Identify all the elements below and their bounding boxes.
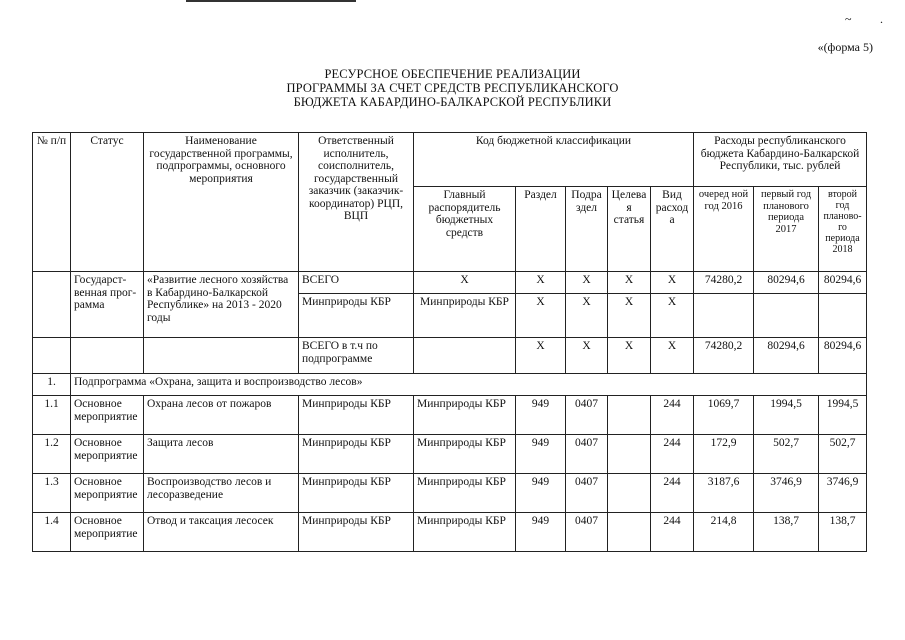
col-razdel-header: Раздел — [516, 187, 566, 272]
cell-podrazdel: X — [566, 338, 608, 374]
col-expenses-header: Расходы республиканского бюджета Кабардино-Балкарской Республики, тыс. рублей — [694, 133, 867, 187]
cell-vr: X — [651, 272, 694, 294]
table-row — [33, 338, 867, 374]
cell-vr: X — [651, 294, 694, 338]
cell-podrazdel: X — [566, 272, 608, 294]
cell-2017 — [754, 294, 819, 338]
row-executor: Минприроды КБР — [299, 474, 414, 513]
row-vr: 244 — [651, 513, 694, 552]
row-2016: 214,8 — [694, 513, 754, 552]
col-2018-header: второй год планово-го периода 2018 — [819, 187, 867, 272]
row-2017: 138,7 — [754, 513, 819, 552]
cell-vr: X — [651, 338, 694, 374]
empty-cell — [144, 338, 299, 374]
row-cs — [608, 396, 651, 435]
row-executor: Минприроды КБР — [299, 513, 414, 552]
row-name: Воспроизводство лесов и лесоразведение — [144, 474, 299, 513]
cell-razdel: X — [516, 272, 566, 294]
cell-2017: 80294,6 — [754, 272, 819, 294]
cell-2016: 74280,2 — [694, 272, 754, 294]
row-status: Основное мероприятие — [71, 435, 144, 474]
scan-dot: . — [880, 12, 883, 26]
row-vr: 244 — [651, 396, 694, 435]
row-num: 1.3 — [33, 474, 71, 513]
row-2016: 3187,6 — [694, 474, 754, 513]
form-label: «(форма 5) — [817, 40, 873, 54]
row-executor: Минприроды КБР — [299, 435, 414, 474]
row-cs — [608, 474, 651, 513]
cell-grbs: X — [414, 272, 516, 294]
table-row — [33, 513, 867, 552]
row-grbs: Минприроды КБР — [414, 513, 516, 552]
row-2017: 1994,5 — [754, 396, 819, 435]
cell-2018: 80294,6 — [819, 338, 867, 374]
program-status: Государст-венная прог-рамма — [71, 272, 144, 338]
empty-cell — [33, 338, 71, 374]
row-2018: 138,7 — [819, 513, 867, 552]
cell-cs: X — [608, 338, 651, 374]
scan-mark: ~ — [845, 12, 852, 26]
subprogram-row — [33, 374, 867, 396]
row-num: 1.1 — [33, 396, 71, 435]
col-executor-header: Ответственный исполнитель, соисполнитель, государственный заказчик (заказчик-координатор) РЦП, ВЦП — [299, 133, 414, 272]
row-podrazdel: 0407 — [566, 396, 608, 435]
col-num-header: № п/п — [33, 133, 71, 272]
row-2017: 3746,9 — [754, 474, 819, 513]
row-razdel: 949 — [516, 396, 566, 435]
col-cs-header: Целева я статья — [608, 187, 651, 272]
cell-razdel: X — [516, 338, 566, 374]
col-status-header: Статус — [71, 133, 144, 272]
program-name: «Развитие лесного хозяйства в Кабардино-Балкарской Республике» на 2013 - 2020 годы — [144, 272, 299, 338]
cell-cs: X — [608, 272, 651, 294]
row-podrazdel: 0407 — [566, 474, 608, 513]
cell-razdel: X — [516, 294, 566, 338]
row-2018: 502,7 — [819, 435, 867, 474]
cell-2018: 80294,6 — [819, 272, 867, 294]
row-name: Защита лесов — [144, 435, 299, 474]
cell-cs: X — [608, 294, 651, 338]
row-grbs: Минприроды КБР — [414, 435, 516, 474]
row-2018: 1994,5 — [819, 396, 867, 435]
col-kbk-header: Код бюджетной классификации — [414, 133, 694, 187]
cell-2016 — [694, 294, 754, 338]
top-rule — [186, 0, 356, 2]
header-row-1 — [33, 133, 867, 187]
col-grbs-header: Главный распорядитель бюджетных средств — [414, 187, 516, 272]
budget-table — [32, 132, 867, 552]
row-2016: 172,9 — [694, 435, 754, 474]
cell-executor: ВСЕГО в т.ч по подпрограмме — [299, 338, 414, 374]
row-name: Охрана лесов от пожаров — [144, 396, 299, 435]
row-2018: 3746,9 — [819, 474, 867, 513]
cell-2016: 74280,2 — [694, 338, 754, 374]
col-2017-header: первый год планового периода 2017 — [754, 187, 819, 272]
title-line-2: ПРОГРАММЫ ЗА СЧЕТ СРЕДСТВ РЕСПУБЛИКАНСКОГО — [286, 81, 619, 95]
document-title — [0, 67, 905, 109]
cell-executor: Минприроды КБР — [299, 294, 414, 338]
subprogram-num: 1. — [33, 374, 71, 396]
row-status: Основное мероприятие — [71, 396, 144, 435]
table-row — [33, 396, 867, 435]
row-name: Отвод и таксация лесосек — [144, 513, 299, 552]
row-vr: 244 — [651, 435, 694, 474]
row-cs — [608, 513, 651, 552]
table-row — [33, 474, 867, 513]
row-status: Основное мероприятие — [71, 513, 144, 552]
row-cs — [608, 435, 651, 474]
empty-cell — [33, 272, 71, 338]
cell-podrazdel: X — [566, 294, 608, 338]
title-line-1: РЕСУРСНОЕ ОБЕСПЕЧЕНИЕ РЕАЛИЗАЦИИ — [324, 67, 581, 81]
row-razdel: 949 — [516, 474, 566, 513]
empty-cell — [71, 338, 144, 374]
row-grbs: Минприроды КБР — [414, 396, 516, 435]
col-2016-header: очеред ной год 2016 — [694, 187, 754, 272]
title-line-3: БЮДЖЕТА КАБАРДИНО-БАЛКАРСКОЙ РЕСПУБЛИКИ — [293, 95, 612, 109]
row-status: Основное мероприятие — [71, 474, 144, 513]
subprogram-name: Подпрограмма «Охрана, защита и воспроизводство лесов» — [71, 374, 867, 396]
cell-executor: ВСЕГО — [299, 272, 414, 294]
row-vr: 244 — [651, 474, 694, 513]
col-name-header: Наименование государственной программы, подпрограммы, основного мероприятия — [144, 133, 299, 272]
row-razdel: 949 — [516, 513, 566, 552]
row-razdel: 949 — [516, 435, 566, 474]
row-podrazdel: 0407 — [566, 435, 608, 474]
cell-grbs: Минприроды КБР — [414, 294, 516, 338]
empty-cell — [414, 338, 516, 374]
table-row — [33, 272, 867, 294]
col-podrazdel-header: Подра здел — [566, 187, 608, 272]
row-grbs: Минприроды КБР — [414, 474, 516, 513]
cell-2017: 80294,6 — [754, 338, 819, 374]
cell-2018 — [819, 294, 867, 338]
col-vr-header: Вид расход а — [651, 187, 694, 272]
row-num: 1.4 — [33, 513, 71, 552]
row-2017: 502,7 — [754, 435, 819, 474]
row-2016: 1069,7 — [694, 396, 754, 435]
table-row — [33, 435, 867, 474]
row-num: 1.2 — [33, 435, 71, 474]
row-executor: Минприроды КБР — [299, 396, 414, 435]
row-podrazdel: 0407 — [566, 513, 608, 552]
